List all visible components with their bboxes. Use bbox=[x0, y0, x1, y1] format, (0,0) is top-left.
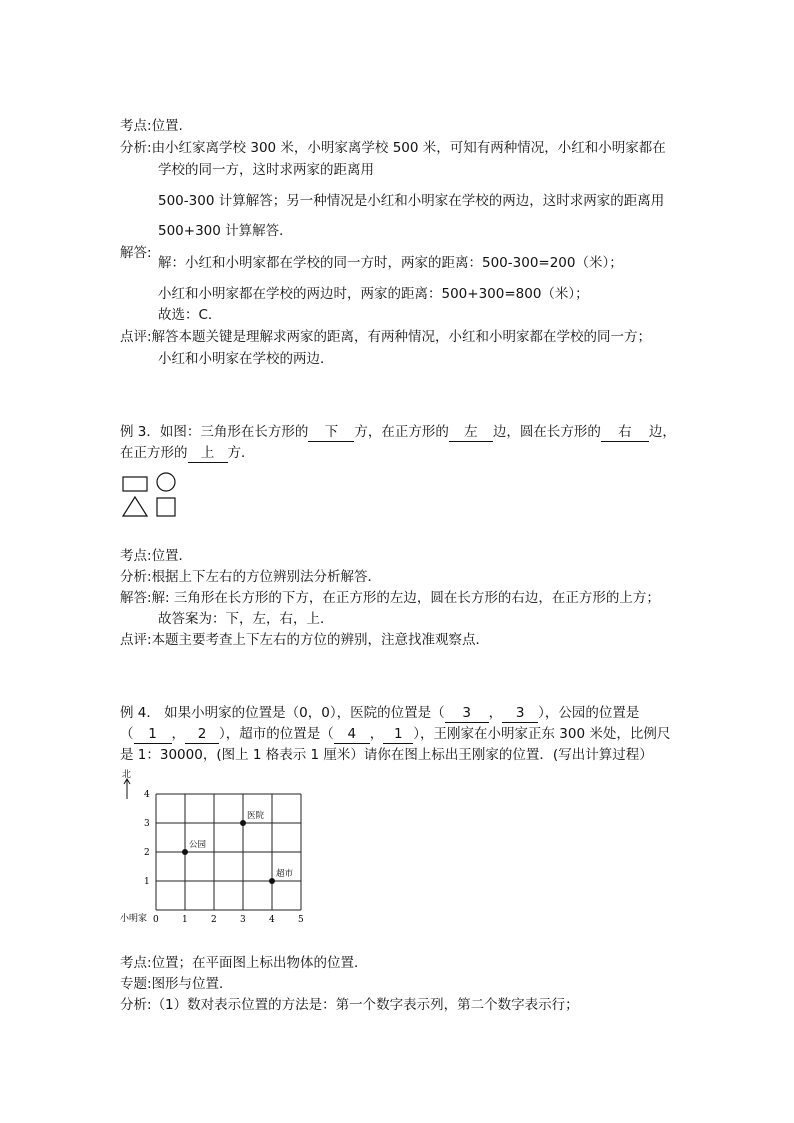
ex4-question-line2 bbox=[120, 724, 670, 744]
y-tick-label: 3 bbox=[144, 819, 150, 829]
map-point-marker bbox=[182, 849, 188, 855]
question-text: ， bbox=[171, 726, 185, 742]
x-tick-label: 5 bbox=[298, 915, 304, 925]
map-points bbox=[182, 811, 294, 884]
question-text: 在正方形的 bbox=[120, 445, 188, 461]
answer-blank: 1 bbox=[383, 726, 413, 744]
ex2-dianping bbox=[120, 327, 651, 347]
x-tick-label: 2 bbox=[211, 915, 217, 925]
question-text: 边， bbox=[648, 424, 676, 440]
zhuanti-text: 图形与位置． bbox=[151, 976, 233, 992]
fenxi-line: 500-300 计算解答；另一种情况是小红和小明家在学校的两边，这时求两家的距离用 bbox=[158, 193, 665, 209]
north-label: 北 bbox=[122, 770, 132, 780]
jieda-line: 解：小红和小明家都在学校的同一方时，两家的距离：500-300=200（米）； bbox=[158, 255, 623, 271]
ex4-kaodian bbox=[120, 953, 368, 973]
circle-shape bbox=[157, 473, 175, 491]
shapes-figure bbox=[118, 470, 182, 520]
question-text: ），王刚家在小明家正东 300 米处，比例尺 bbox=[413, 726, 671, 742]
label-kaodian: 考点: bbox=[120, 118, 152, 134]
label-dianping: 点评: bbox=[120, 632, 152, 648]
label-dianping: 点评: bbox=[120, 329, 152, 345]
fenxi-text: 根据上下左右的方位辨别法分析解答． bbox=[151, 569, 382, 585]
ex4-zhuanti bbox=[120, 974, 233, 994]
label-jieda: 解答: bbox=[120, 245, 152, 261]
jieda-line: 故选：C． bbox=[158, 307, 222, 323]
answer-blank: 3 bbox=[502, 705, 538, 723]
x-tick-label: 4 bbox=[269, 915, 275, 925]
ex2-kaodian bbox=[120, 116, 183, 136]
ex4-fenxi bbox=[120, 995, 579, 1015]
ex4-question-line3: 是 1：30000，(图上 1 格表示 1 厘米）请你在图上标出王刚家的位置．(写出计算过程） bbox=[120, 747, 653, 763]
jieda-line: 解: 三角形在长方形的下方，在正方形的左边，圆在长方形的右边，在正方形的上方； bbox=[151, 590, 660, 606]
y-tick-label: 1 bbox=[144, 877, 150, 887]
fenxi-text: （1）数对表示位置的方法是：第一个数字表示列，第二个数字表示行； bbox=[151, 997, 579, 1013]
label-jieda: 解答: bbox=[120, 590, 152, 606]
triangle-shape bbox=[123, 497, 147, 516]
ex3-fenxi bbox=[120, 567, 381, 587]
question-text: 方． bbox=[227, 445, 255, 461]
question-text: ），公园的位置是 bbox=[538, 705, 640, 721]
question-text: （ bbox=[120, 726, 134, 742]
answer-blank: 1 bbox=[134, 726, 172, 744]
jieda-line: 小红和小明家都在学校的两边时，两家的距离：500+300=800（米）； bbox=[158, 286, 589, 302]
fenxi-line: 由小红家离学校 300 米，小明家离学校 500 米，可知有两种情况，小红和小明家都在 bbox=[151, 140, 666, 156]
label-zhuanti: 专题: bbox=[120, 976, 152, 992]
dianping-text: 本题主要考查上下左右的方位的辨别，注意找准观察点． bbox=[151, 632, 490, 648]
label-kaodian: 考点: bbox=[120, 955, 152, 971]
jieda-line: 故答案为：下，左，右，上． bbox=[158, 611, 334, 627]
ex3-dianping bbox=[120, 630, 489, 650]
x-tick-label: 1 bbox=[182, 915, 188, 925]
ex3-kaodian bbox=[120, 546, 192, 566]
fenxi-line: 学校的同一方，这时求两家的距离用 bbox=[158, 162, 374, 178]
map-point-marker bbox=[240, 820, 246, 826]
x-tick-label: 3 bbox=[240, 915, 246, 925]
dianping-line: 小红和小明家在学校的两边． bbox=[158, 351, 334, 367]
question-text: ），超市的位置是（ bbox=[219, 726, 334, 742]
map-grid bbox=[156, 794, 301, 910]
ex3-jieda bbox=[120, 588, 660, 608]
kaodian-text: 位置；在平面图上标出物体的位置． bbox=[151, 955, 368, 971]
coordinate-map bbox=[112, 768, 342, 928]
map-point-label: 超市 bbox=[276, 869, 294, 879]
answer-blank: 3 bbox=[445, 705, 489, 723]
answer-blank: 2 bbox=[185, 726, 219, 744]
map-point-marker bbox=[269, 878, 275, 884]
label-fenxi: 分析: bbox=[120, 997, 152, 1013]
answer-blank: 4 bbox=[334, 726, 370, 744]
label-fenxi: 分析: bbox=[120, 569, 152, 585]
label-kaodian: 考点: bbox=[120, 548, 152, 564]
answer-blank: 下 bbox=[308, 424, 354, 442]
map-point-label: 医院 bbox=[247, 811, 265, 821]
answer-blank: 右 bbox=[601, 424, 649, 442]
question-text: 边，圆在长方形的 bbox=[492, 424, 601, 440]
dianping-line: 解答本题关键是理解求两家的距离，有两种情况，小红和小明家都在学校的同一方； bbox=[151, 329, 652, 345]
y-tick-label: 4 bbox=[144, 790, 150, 800]
question-text: 例 4． 如果小明家的位置是（0，0），医院的位置是（ bbox=[120, 705, 445, 721]
ex2-fenxi bbox=[120, 138, 666, 158]
kaodian-text: 位置． bbox=[151, 548, 193, 564]
ex4-question-line1 bbox=[120, 703, 639, 723]
x-tick-label: 0 bbox=[153, 915, 159, 925]
answer-blank: 上 bbox=[188, 445, 228, 463]
question-text: ， bbox=[369, 726, 384, 742]
ex3-question-line2 bbox=[120, 443, 255, 463]
label-fenxi: 分析: bbox=[120, 140, 152, 156]
question-text: 方，在正方形的 bbox=[354, 424, 449, 440]
map-ticks bbox=[144, 790, 304, 925]
map-point-label: 公园 bbox=[189, 840, 207, 850]
answer-blank: 左 bbox=[449, 424, 493, 442]
kaodian-text: 位置. bbox=[151, 118, 183, 134]
ex3-question-line1 bbox=[120, 422, 676, 442]
square-shape bbox=[157, 498, 175, 516]
fenxi-line: 500+300 计算解答． bbox=[158, 223, 293, 239]
origin-label: 小明家 bbox=[120, 914, 148, 924]
y-tick-label: 2 bbox=[144, 848, 150, 858]
rectangle-shape bbox=[123, 477, 147, 491]
question-text: ， bbox=[488, 705, 503, 721]
question-text: 例 3．如图：三角形在长方形的 bbox=[120, 424, 309, 440]
